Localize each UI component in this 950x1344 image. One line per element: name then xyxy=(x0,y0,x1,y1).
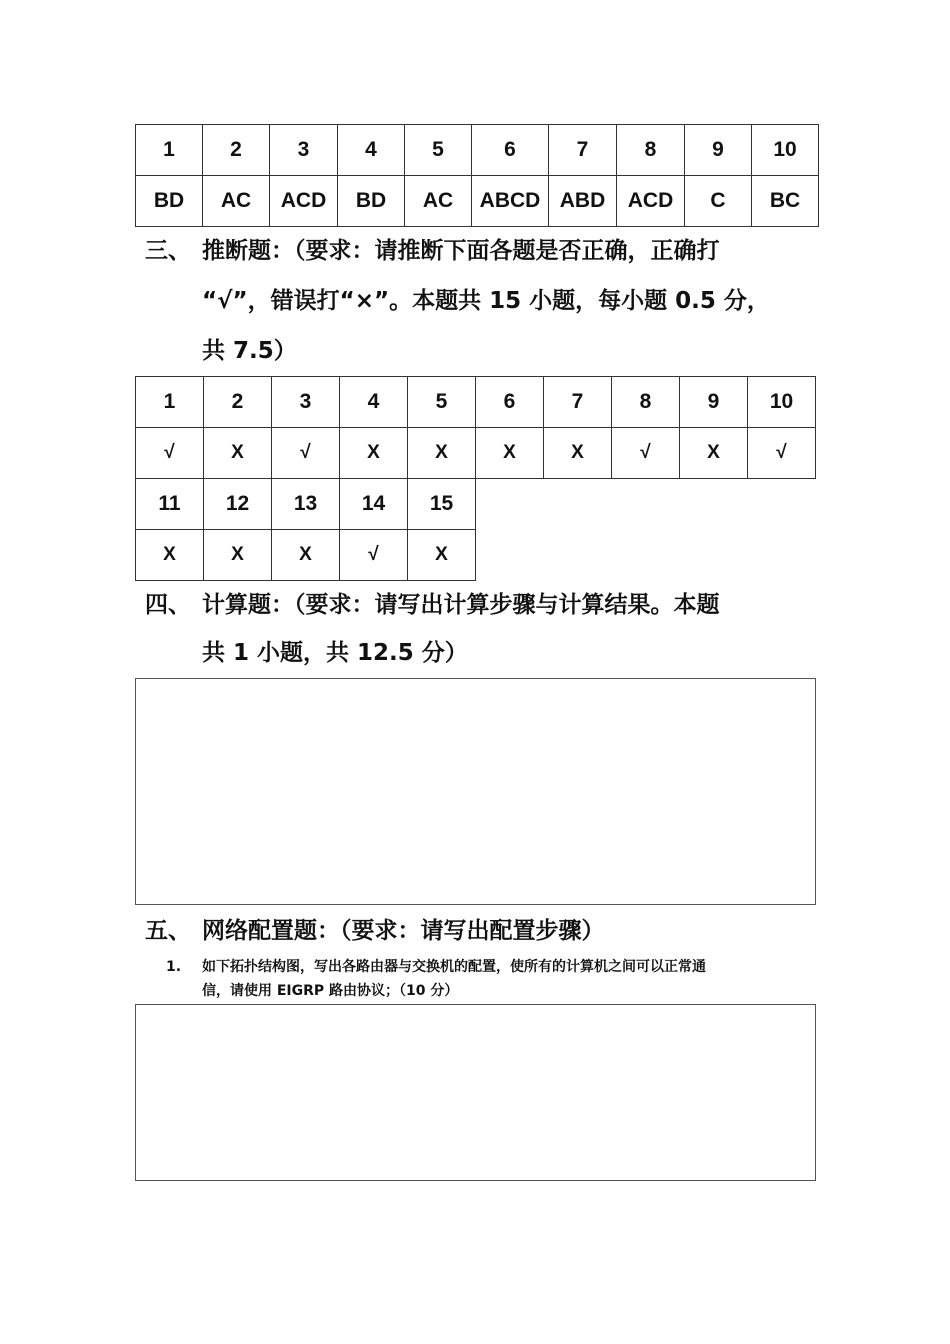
table-row-numbers xyxy=(136,479,816,530)
table-cell: X xyxy=(408,428,476,479)
calculation-answer-box[interactable] xyxy=(135,678,816,905)
table-cell: 12 xyxy=(204,479,272,530)
question-text-line2: 信，请使用 EIGRP 路由协议；（10 分） xyxy=(202,983,459,999)
table-cell: X xyxy=(680,428,748,479)
table-cell: ACD xyxy=(617,176,685,227)
section-title: 推断题：（要求：请推断下面各题是否正确，正确打 xyxy=(202,238,720,264)
section-title: 网络配置题：（要求：请写出配置步骤） xyxy=(202,918,605,944)
section-5-heading xyxy=(145,906,605,956)
table-cell: X xyxy=(544,428,612,479)
table-cell: 10 xyxy=(752,125,819,176)
section-3-heading-line2: “√”，错误打“×”。本题共 15 小题，每小题 0.5 分， xyxy=(202,288,770,314)
table-cell: √ xyxy=(272,428,340,479)
table-cell: X xyxy=(340,428,408,479)
section-number: 五、 xyxy=(145,918,191,944)
table-cell: ACD xyxy=(270,176,338,227)
configuration-answer-box[interactable] xyxy=(135,1004,816,1181)
table-cell: ABD xyxy=(549,176,617,227)
table-row-numbers xyxy=(136,125,819,176)
question-item xyxy=(166,955,706,979)
section-number: 四、 xyxy=(145,592,191,618)
table-cell: X xyxy=(272,530,340,581)
table-cell: √ xyxy=(136,428,204,479)
section-3-heading-line3: 共 7.5） xyxy=(202,338,297,364)
table-cell: 9 xyxy=(680,377,748,428)
table-cell: √ xyxy=(748,428,816,479)
section-3-heading xyxy=(145,226,720,276)
table-cell: 8 xyxy=(617,125,685,176)
table-cell: C xyxy=(685,176,752,227)
table-cell: 11 xyxy=(136,479,204,530)
table-cell: 5 xyxy=(405,125,472,176)
answer-table-true-false xyxy=(135,376,816,581)
table-cell: AC xyxy=(203,176,270,227)
table-cell: X xyxy=(204,530,272,581)
section-number: 三、 xyxy=(145,238,191,264)
answer-table-multiple-choice xyxy=(135,124,819,227)
table-cell: 10 xyxy=(748,377,816,428)
table-cell: 14 xyxy=(340,479,408,530)
table-cell: X xyxy=(408,530,476,581)
table-cell: ABCD xyxy=(472,176,549,227)
section-4-heading-line2: 共 1 小题，共 12.5 分） xyxy=(202,640,468,666)
table-row-answers xyxy=(136,530,816,581)
table-cell: AC xyxy=(405,176,472,227)
table-cell: 4 xyxy=(338,125,405,176)
table-cell: 15 xyxy=(408,479,476,530)
table-cell: 7 xyxy=(549,125,617,176)
empty-cell xyxy=(476,530,816,581)
table-cell: 1 xyxy=(136,377,204,428)
table-cell: 6 xyxy=(472,125,549,176)
table-cell: 6 xyxy=(476,377,544,428)
table-cell: 3 xyxy=(272,377,340,428)
table-cell: BD xyxy=(136,176,203,227)
table-cell: 5 xyxy=(408,377,476,428)
question-text: 如下拓扑结构图，写出各路由器与交换机的配置，使所有的计算机之间可以正常通 xyxy=(202,959,706,975)
table-row-answers xyxy=(136,176,819,227)
table-row-answers xyxy=(136,428,816,479)
table-cell: √ xyxy=(612,428,680,479)
empty-cell xyxy=(476,479,816,530)
table-cell: X xyxy=(476,428,544,479)
table-cell: X xyxy=(136,530,204,581)
table-cell: 9 xyxy=(685,125,752,176)
table-row-numbers xyxy=(136,377,816,428)
section-title: 计算题：（要求：请写出计算步骤与计算结果。本题 xyxy=(202,592,720,618)
table-cell: X xyxy=(204,428,272,479)
table-cell: 4 xyxy=(340,377,408,428)
table-cell: BC xyxy=(752,176,819,227)
table-cell: BD xyxy=(338,176,405,227)
section-4-heading xyxy=(145,580,720,630)
table-cell: 13 xyxy=(272,479,340,530)
table-cell: √ xyxy=(340,530,408,581)
table-cell: 2 xyxy=(204,377,272,428)
table-cell: 7 xyxy=(544,377,612,428)
table-cell: 3 xyxy=(270,125,338,176)
question-number: 1. xyxy=(166,959,182,975)
table-cell: 1 xyxy=(136,125,203,176)
table-cell: 2 xyxy=(203,125,270,176)
table-cell: 8 xyxy=(612,377,680,428)
